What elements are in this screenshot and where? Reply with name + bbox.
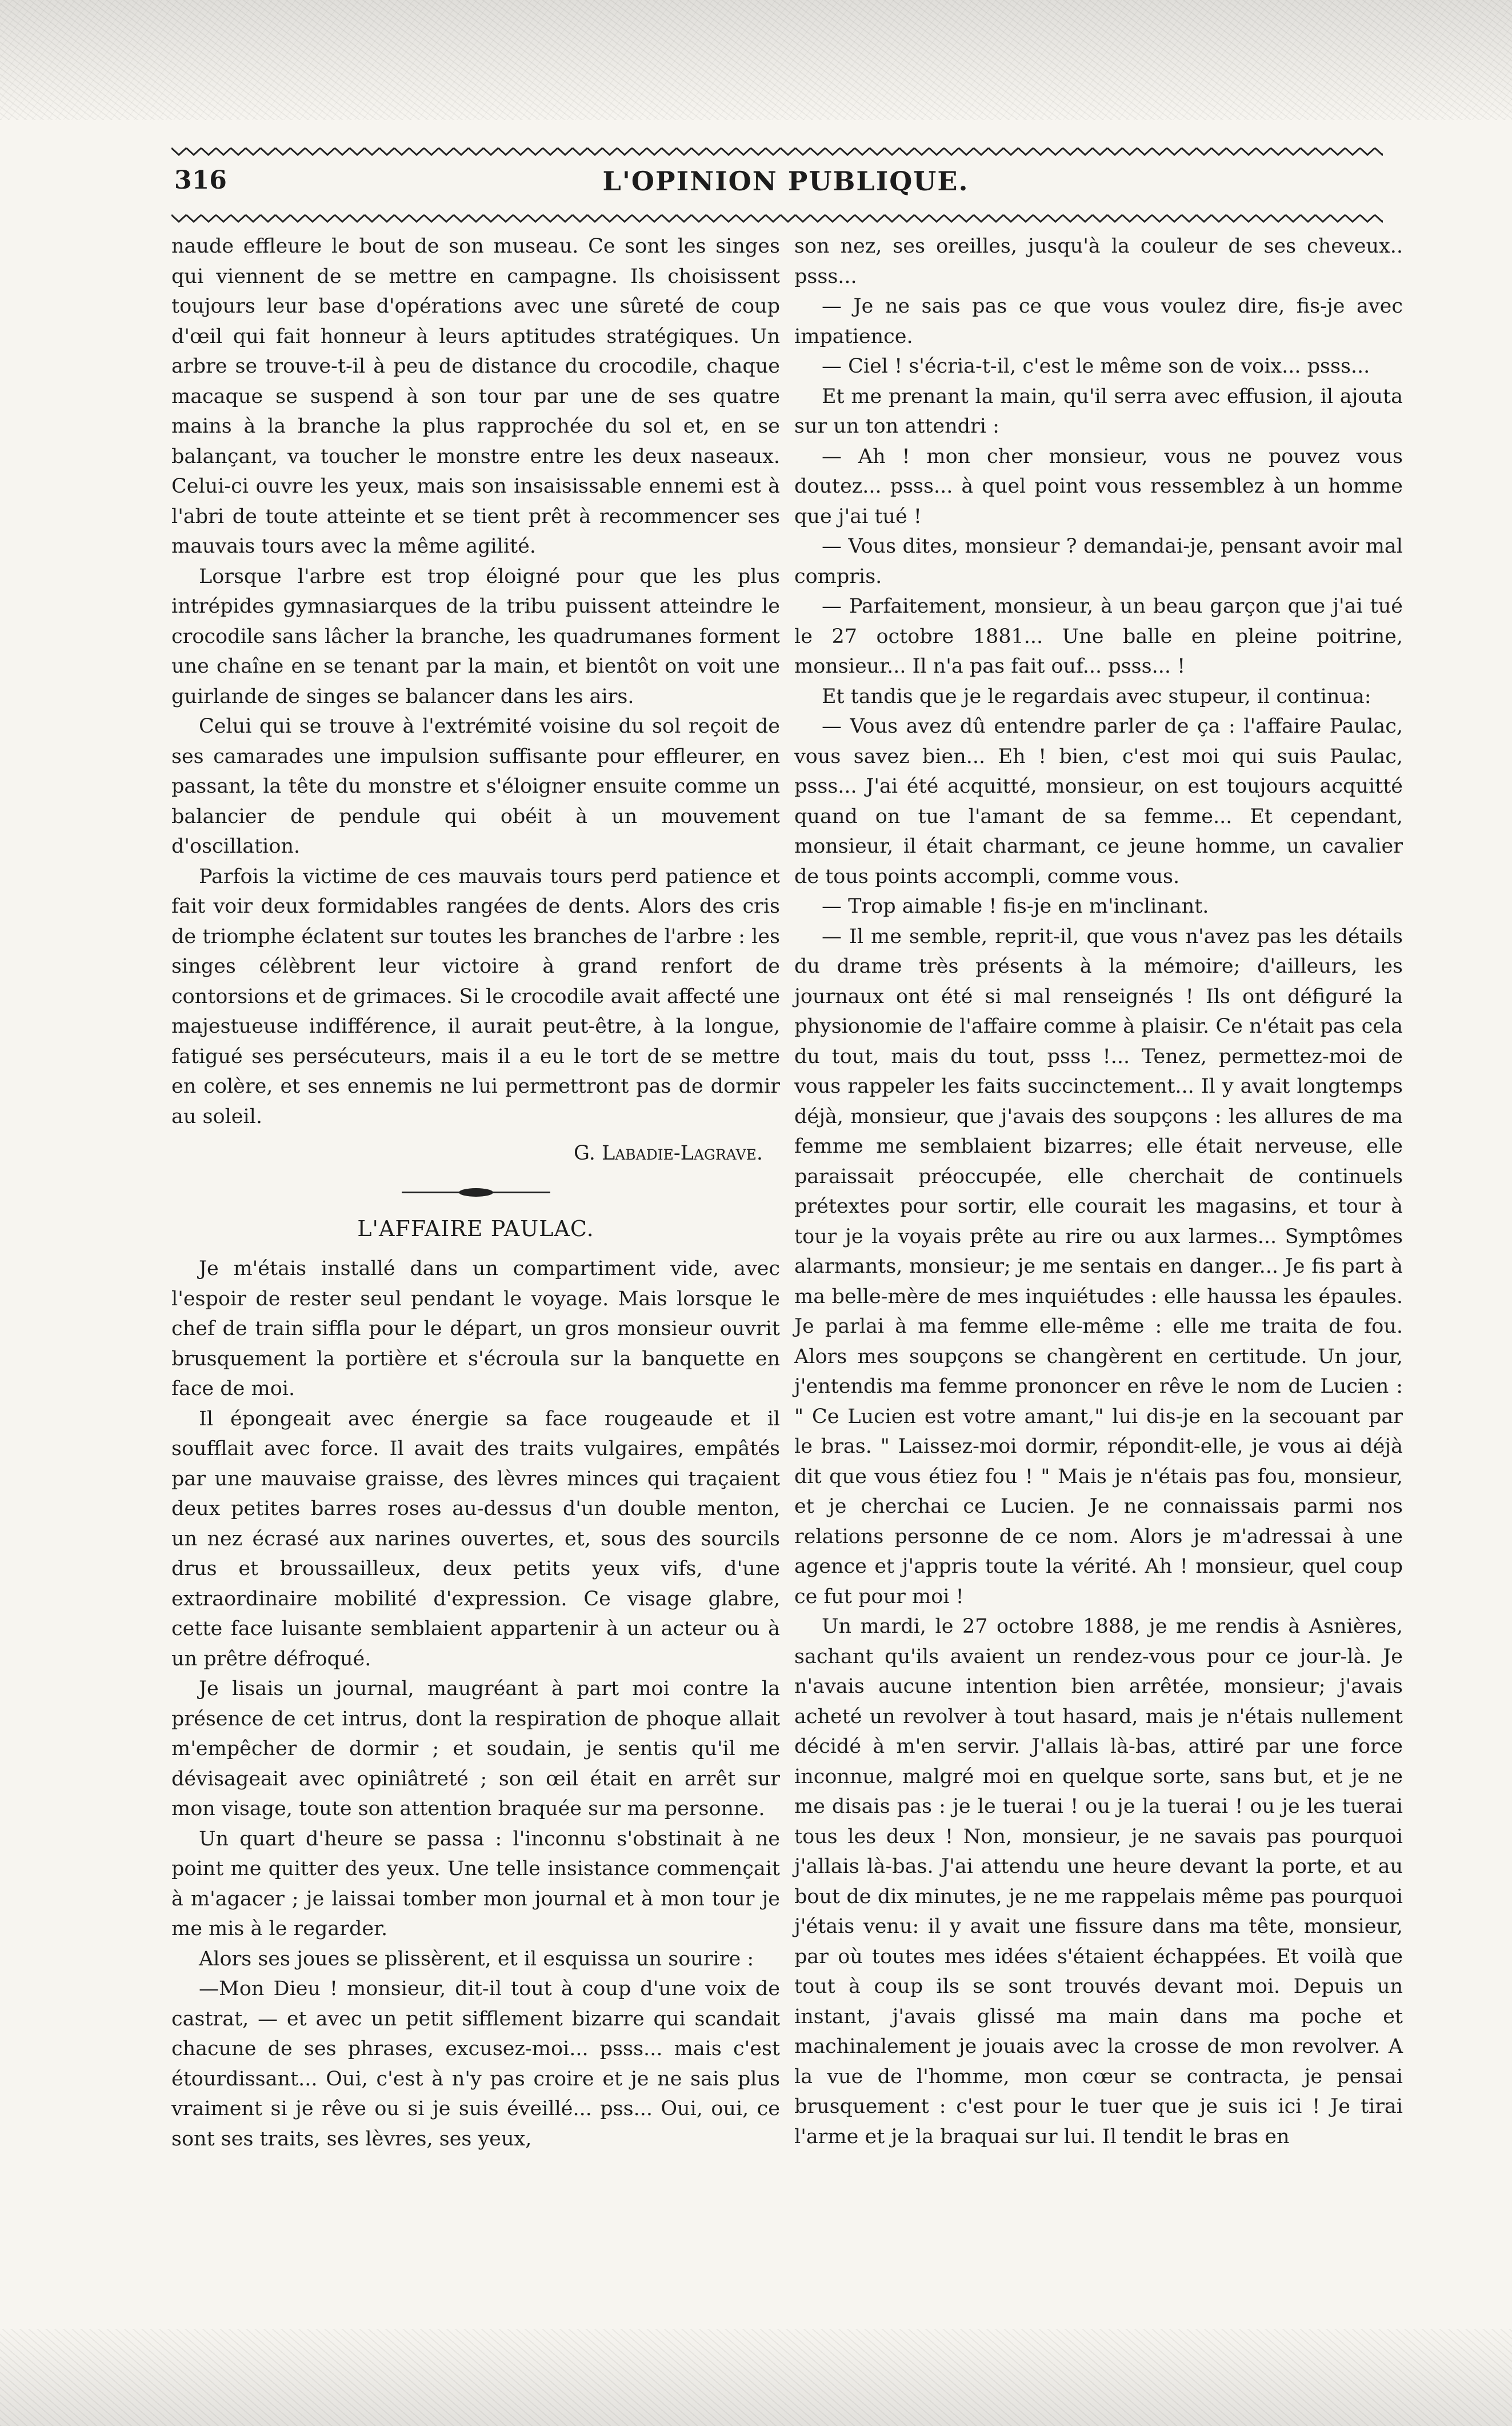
paragraph: — Parfaitement, monsieur, à un beau garçon que j'ai tué le 27 octobre 1881... Une balle en pleine poitrine, monsieur... Il n'a pas fait ouf... psss... ! xyxy=(794,595,1403,678)
paragraph: Parfois la victime de ces mauvais tours perd patience et fait voir deux formidables rangées de dents. Alors des cris de triomphe éclatent sur toutes les branches de l'arbre : les singes célèbrent leur victoire à grand renfort de contorsions et de grimaces. Si le crocodile avait affecté une majestueuse indifférence, il aurait peut-être, à la longue, fatigué ses persécuteurs, mais il a eu le tort de se mettre en colère, et ses ennemis ne lui permettront pas de dormir au soleil. xyxy=(171,865,780,1128)
paragraph: Un quart d'heure se passa : l'inconnu s'obstinait à ne point me quitter des yeux. Une telle insistance commençait à m'agacer ; je laissai tomber mon journal et à mon tour je me mis à le regarder. xyxy=(171,1827,780,1940)
left-column xyxy=(171,231,780,2154)
paragraph: naude effleure le bout de son museau. Ce sont les singes qui viennent de se mettre en campagne. Ils choisissent toujours leur base d'opérations avec une sûreté de coup d'œil qui fait honneur à leurs aptitudes stratégiques. Un arbre se trouve-t-il à peu de distance du crocodile, chaque macaque se suspend à son tour par une de ses quatre mains à la branche la plus rapprochée du sol et, en se balançant, va toucher le monstre entre les deux naseaux. Celui-ci ouvre les yeux, mais son insaisissable ennemi est à l'abri de toute atteinte et se tient prêt à recommencer ses mauvais tours avec la même agilité. xyxy=(171,235,780,558)
paragraph: — Vous dites, monsieur ? demandai-je, pensant avoir mal compris. xyxy=(794,535,1403,588)
paragraph: — Vous avez dû entendre parler de ça : l'affaire Paulac, vous savez bien... Eh ! bien, c'est moi qui suis Paulac, psss... J'ai été acquitté, monsieur, on est toujours acquitté quand on tue l'amant de sa femme... Et cependant, monsieur, il était charmant, ce jeune homme, un cavalier de tous points accompli, comme vous. xyxy=(794,715,1403,888)
paragraph: Celui qui se trouve à l'extrémité voisine du sol reçoit de ses camarades une impulsion suffisante pour effleurer, en passant, la tête du monstre et s'éloigner ensuite comme un balancier de pendule qui obéit à un mouvement d'oscillation. xyxy=(171,715,780,858)
author-signature: G. Labadie-Lagrave. xyxy=(573,1142,763,1165)
paragraph: — Trop aimable ! fis-je en m'inclinant. xyxy=(822,895,1209,918)
page-number: 316 xyxy=(174,166,227,195)
paragraph: — Il me semble, reprit-il, que vous n'avez pas les détails du drame très présents à la mémoire; d'ailleurs, les journaux ont été si mal renseignés ! Ils ont défiguré la physionomie de l'affaire comme à plaisir. Ce n'était pas cela du tout, mais du tout, psss !... Tenez, permettez-moi de vous rappeler les faits succinctement... Il y avait longtemps déjà, monsieur, que j'avais des soupçons : les allures de ma femme me semblaient bizarres; elle était nerveuse, elle paraissait préoccupée, elle cherchait de continuels prétextes pour sortir, elle courait les magasins, et tour à tour je la voyais prête au rire ou aux larmes... Symptômes alarmants, monsieur; je me sentais en danger... Je fis part à ma belle-mère de mes inquiétudes : elle haussa les épaules. Je parlai à ma femme elle-même : elle me traita de fou. Alors mes soupçons se changèrent en certitude. Un jour, j'entendis ma femme prononcer en rêve le nom de Lucien : " Ce Lucien est votre amant," lui dis-je en la secouant par le bras. " Laissez-moi dormir, répondit-elle, je vous ai déjà dit que vous étiez fou ! " Mais je n'étais pas fou, monsieur, et je cherchai ce Lucien. Je ne connaissais parmi nos relations personne de ce nom. Alors je m'adressai à une agence et j'appris toute la vérité. Ah ! monsieur, quel coup ce fut pour moi ! xyxy=(794,925,1403,1608)
scan-noise-top xyxy=(0,0,1512,120)
paragraph: Il épongeait avec énergie sa face rougeaude et il soufflait avec force. Il avait des traits vulgaires, empâtés par une mauvaise graisse, des lèvres minces qui traçaient deux petites barres roses au-dessus d'un double menton, un nez écrasé aux narines ouvertes, et, sous des sourcils drus et broussailleux, deux petits yeux vifs, d'une extraordinaire mobilité d'expression. Ce visage glabre, cette face luisante semblaient appartenir à un acteur ou à un prêtre défroqué. xyxy=(171,1407,780,1670)
paragraph: Un mardi, le 27 octobre 1888, je me rendis à Asnières, sachant qu'ils avaient un rendez-vous pour ce jour-là. Je n'avais aucune intention bien arrêtée, monsieur; j'avais acheté un revolver à tout hasard, mais je n'étais nullement décidé à m'en servir. J'allais là-bas, attiré par une force inconnue, malgré moi en quelque sorte, sans but, et je ne me disais pas : je le tuerai ! ou je la tuerai ! ou je les tuerai tous les deux ! Non, monsieur, je ne savais pas pourquoi j'allais là-bas. J'ai attendu une heure devant la porte, et au bout de dix minutes, je ne me rappelais même pas pourquoi j'étais venu: il y avait une fissure dans ma tête, monsieur, par où toutes mes idées s'étaient échappées. Et voilà que tout à coup ils se sont trouvés devant moi. Depuis un instant, j'avais glissé ma main dans ma poche et machinalement je jouais avec la crosse de mon revolver. A la vue de l'homme, mon cœur se contracta, je pensai brusquement : c'est pour le tuer que je suis ici ! Je tirai l'arme et je la braquai sur lui. Il tendit le bras en xyxy=(794,1615,1403,2148)
paragraph: Et tandis que je le regardais avec stupeur, il continua: xyxy=(822,685,1371,708)
header-ornament-top xyxy=(171,146,1383,157)
article-title: L'AFFAIRE PAULAC. xyxy=(357,1216,594,1241)
paragraph: Je lisais un journal, maugréant à part moi contre la présence de cet intrus, dont la respiration de phoque allait m'empêcher de dormir ; et soudain, je sentis qu'il me dévisageait avec opiniâtreté ; son œil était en arrêt sur mon visage, toute son attention braquée sur ma personne. xyxy=(171,1677,780,1820)
journal-title: L'OPINION PUBLIQUE. xyxy=(602,166,969,197)
paragraph: Alors ses joues se plissèrent, et il esquissa un sourire : xyxy=(199,1947,754,1971)
paragraph: Je m'étais installé dans un compartiment vide, avec l'espoir de rester seul pendant le voyage. Mais lorsque le chef de train siffla pour le départ, un gros monsieur ouvrit brusquement la portière et s'écroula sur la banquette en face de moi. xyxy=(171,1257,780,1400)
paragraph: — Ah ! mon cher monsieur, vous ne pouvez vous doutez... psss... à quel point vous ressemblez à un homme que j'ai tué ! xyxy=(794,445,1403,528)
scan-noise-bottom xyxy=(0,2329,1512,2426)
paragraph: — Je ne sais pas ce que vous voulez dire, fis-je avec impatience. xyxy=(794,295,1403,348)
right-column xyxy=(794,231,1403,2152)
section-divider xyxy=(402,1192,550,1193)
paragraph: — Ciel ! s'écria-t-il, c'est le même son de voix... psss... xyxy=(822,355,1370,378)
paragraph: —Mon Dieu ! monsieur, dit-il tout à coup d'une voix de castrat, — et avec un petit sifflement bizarre qui scandait chacune de ses phrases, excusez-moi... psss... mais c'est étourdissant... Oui, c'est à n'y pas croire et je ne sais plus vraiment si je rêve ou si je suis éveillé... pss... Oui, oui, ce sont ses traits, ses lèvres, ses yeux, xyxy=(171,1977,780,2151)
paragraph: Et me prenant la main, qu'il serra avec effusion, il ajouta sur un ton attendri : xyxy=(794,385,1403,438)
header-ornament-bottom xyxy=(171,213,1383,224)
paragraph: Lorsque l'arbre est trop éloigné pour que les plus intrépides gymnasiarques de la tribu puissent atteindre le crocodile sans lâcher la branche, les quadrumanes forment une chaîne en se tenant par la main, et bientôt on voit une guirlande de singes se balancer dans les airs. xyxy=(171,565,780,708)
paragraph: son nez, ses oreilles, jusqu'à la couleur de ses cheveux.. psss... xyxy=(794,235,1403,288)
